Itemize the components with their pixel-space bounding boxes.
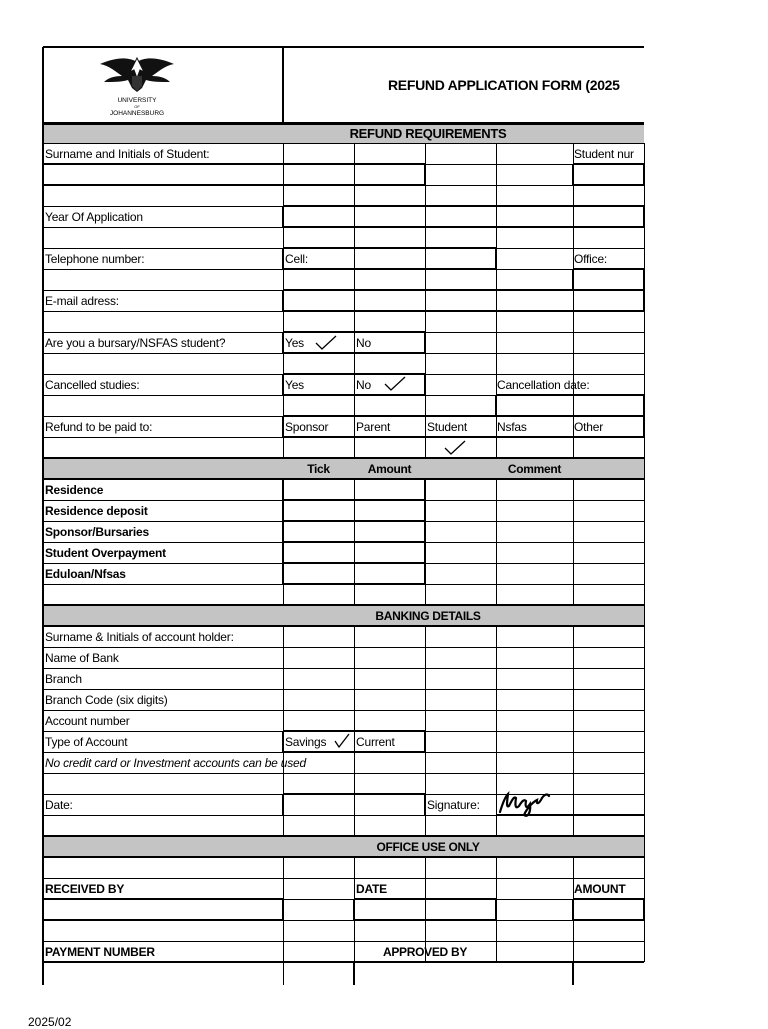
- grid-line: [643, 416, 645, 437]
- paid-to-student[interactable]: Student: [427, 420, 467, 434]
- grid-line: [43, 856, 644, 858]
- grid-line: [43, 919, 283, 921]
- grid-line: [282, 521, 284, 542]
- grid-line: [496, 479, 497, 605]
- grid-line: [283, 562, 425, 564]
- account-type-savings[interactable]: Savings: [285, 735, 327, 749]
- signature-label: Signature:: [427, 798, 480, 812]
- grid-line: [283, 478, 425, 480]
- checkmark-icon-bursary-yes: [314, 335, 338, 351]
- office-label[interactable]: Office:: [574, 252, 608, 266]
- section-heading-office-use: OFFICE USE ONLY: [376, 840, 480, 854]
- account-type-label: Type of Account: [45, 735, 128, 749]
- grid-line: [573, 626, 574, 836]
- grid-line: [424, 374, 426, 395]
- grid-line: [283, 962, 284, 985]
- cancellation-date-label: Cancellation date:: [497, 378, 590, 392]
- grid-line: [282, 479, 284, 500]
- grid-line: [282, 374, 284, 395]
- grid-line: [495, 248, 497, 269]
- cancelled-label: Cancelled studies:: [45, 378, 140, 392]
- approved-by-label: APPROVED BY: [382, 945, 468, 959]
- bursary-yes-option[interactable]: Yes: [285, 336, 304, 350]
- paid-to-label: Refund to be paid to:: [45, 420, 153, 434]
- grid-line: [43, 143, 644, 144]
- grid-line: [43, 625, 644, 627]
- surname-input[interactable]: [44, 165, 424, 184]
- grid-line: [43, 835, 644, 837]
- signature-scribble-icon: [497, 788, 553, 820]
- checkmark-icon-paid-to-student: [443, 440, 467, 456]
- grid-line: [282, 563, 284, 584]
- footer-date-fragment: 2025/02: [28, 1015, 72, 1029]
- grid-line: [643, 164, 645, 185]
- grid-line: [424, 332, 426, 353]
- refund-row-sponsor-bursaries: Sponsor/Bursaries: [45, 525, 149, 539]
- grid-line: [282, 248, 284, 269]
- grid-line: [424, 542, 426, 563]
- grid-line: [643, 290, 645, 311]
- logo-line-2: OF: [134, 104, 140, 109]
- grid-line: [573, 268, 644, 270]
- received-by-label: RECEIVED BY: [45, 882, 125, 896]
- grid-line: [573, 898, 644, 900]
- grid-line: [283, 730, 425, 732]
- grid-line: [572, 899, 574, 920]
- account-type-current[interactable]: Current: [356, 735, 395, 749]
- office-date-label: DATE: [356, 882, 387, 896]
- grid-line: [283, 373, 425, 375]
- year-input[interactable]: [285, 207, 643, 226]
- grid-line: [282, 794, 284, 815]
- grid-line: [643, 206, 645, 227]
- grid-line: [283, 331, 425, 333]
- grid-line: [283, 310, 644, 312]
- paid-to-parent[interactable]: Parent: [356, 420, 391, 434]
- office-amount-label: AMOUNT: [574, 882, 626, 896]
- grid-line: [424, 479, 426, 500]
- grid-line: [43, 878, 644, 879]
- year-label: Year Of Application: [45, 210, 143, 224]
- grid-line: [282, 290, 284, 311]
- logo-line-1: UNIVERSITY: [117, 97, 157, 104]
- grid-line: [572, 962, 574, 985]
- grid-line: [43, 46, 644, 48]
- grid-line: [424, 731, 426, 752]
- logo-line-3: JOHANNESBURG: [109, 110, 165, 117]
- form-title: REFUND APPLICATION FORM (2025: [388, 77, 620, 93]
- section-heading-banking-details: BANKING DETAILS: [375, 609, 481, 623]
- grid-line: [282, 416, 284, 437]
- refund-row-residence: Residence: [45, 483, 104, 497]
- grid-line: [354, 919, 496, 921]
- checkmark-icon-cancelled-no: [383, 376, 407, 392]
- grid-line: [496, 394, 644, 396]
- grid-line: [573, 479, 574, 605]
- surname-label: Surname and Initials of Student:: [45, 147, 210, 161]
- grid-line: [43, 961, 644, 963]
- grid-line: [283, 751, 425, 753]
- grid-line: [424, 563, 426, 584]
- grid-line: [282, 542, 284, 563]
- email-input[interactable]: [285, 291, 643, 310]
- paid-to-sponsor[interactable]: Sponsor: [285, 420, 329, 434]
- grid-line: [283, 268, 496, 270]
- grid-line: [282, 332, 284, 353]
- grid-line: [282, 731, 284, 752]
- grid-line: [283, 247, 496, 249]
- column-header-tick: Tick: [307, 462, 330, 476]
- cancelled-yes-option[interactable]: Yes: [285, 378, 304, 392]
- refund-row-student-overpayment: Student Overpayment: [45, 546, 166, 560]
- grid-line: [495, 395, 497, 416]
- refund-row-eduloan-nfsas: Eduloan/Nfsas: [45, 567, 126, 581]
- university-logo: [92, 50, 182, 120]
- grid-line: [424, 794, 426, 815]
- grid-line: [283, 541, 425, 543]
- grid-line: [282, 899, 284, 920]
- column-header-amount: Amount: [367, 462, 412, 476]
- account-number-label: Account number: [45, 714, 130, 728]
- grid-line: [43, 710, 644, 711]
- refund-row-residence-deposit: Residence deposit: [45, 504, 148, 518]
- grid-line: [283, 793, 425, 795]
- grid-line: [43, 898, 283, 900]
- grid-line: [43, 773, 644, 774]
- grid-line: [283, 520, 425, 522]
- grid-line: [43, 689, 644, 690]
- grid-line: [283, 352, 425, 354]
- checkmark-icon-savings: [333, 733, 351, 749]
- grid-line: [424, 164, 426, 185]
- grid-line: [283, 583, 425, 585]
- branch-code-label: Branch Code (six digits): [45, 693, 168, 707]
- grid-line: [353, 899, 355, 920]
- grid-line: [42, 899, 44, 920]
- grid-line: [643, 899, 645, 920]
- branch-label: Branch: [45, 672, 82, 686]
- grid-line: [424, 521, 426, 542]
- student-number-input[interactable]: [573, 165, 643, 184]
- grid-line: [353, 962, 355, 985]
- section-heading-refund-requirements: REFUND REQUIREMENTS: [349, 126, 507, 141]
- grid-line: [643, 269, 645, 290]
- grid-line: [283, 415, 644, 417]
- paid-to-other[interactable]: Other: [574, 420, 604, 434]
- date-label: Date:: [45, 798, 73, 812]
- logo-emblem-icon: [92, 50, 182, 120]
- grid-line: [43, 647, 644, 648]
- grid-line: [573, 184, 644, 186]
- banking-note: No credit card or Investment accounts can be used: [45, 756, 307, 770]
- grid-line: [495, 899, 497, 920]
- telephone-label: Telephone number:: [45, 252, 145, 266]
- grid-line: [283, 394, 425, 396]
- account-holder-label: Surname & Initials of account holder:: [45, 630, 234, 644]
- grid-line: [43, 184, 425, 186]
- bank-name-label: Name of Bank: [45, 651, 119, 665]
- column-header-comment: Comment: [507, 462, 562, 476]
- grid-line: [643, 395, 645, 416]
- grid-line: [283, 436, 644, 438]
- grid-line: [43, 457, 644, 459]
- grid-line: [424, 500, 426, 521]
- grid-line: [43, 941, 644, 942]
- grid-line: [282, 500, 284, 521]
- grid-line: [282, 47, 284, 124]
- cell-label[interactable]: Cell:: [285, 252, 309, 266]
- grid-line: [572, 269, 574, 290]
- grid-line: [43, 604, 644, 606]
- grid-line: [644, 143, 645, 962]
- bursary-no-option[interactable]: No: [356, 336, 371, 350]
- student-number-label: Student nur: [574, 147, 634, 161]
- grid-line: [573, 919, 644, 921]
- payment-number-label: PAYMENT NUMBER: [45, 945, 155, 959]
- paid-to-nsfas[interactable]: Nsfas: [497, 420, 527, 434]
- grid-line: [354, 898, 496, 900]
- grid-line: [283, 226, 644, 228]
- grid-line: [42, 47, 44, 985]
- grid-line: [43, 122, 644, 125]
- grid-line: [282, 206, 284, 227]
- email-label: E-mail adress:: [45, 294, 119, 308]
- bursary-label: Are you a bursary/NSFAS student?: [45, 336, 226, 350]
- grid-line: [283, 499, 425, 501]
- grid-line: [43, 668, 644, 669]
- cancelled-no-option[interactable]: No: [356, 378, 371, 392]
